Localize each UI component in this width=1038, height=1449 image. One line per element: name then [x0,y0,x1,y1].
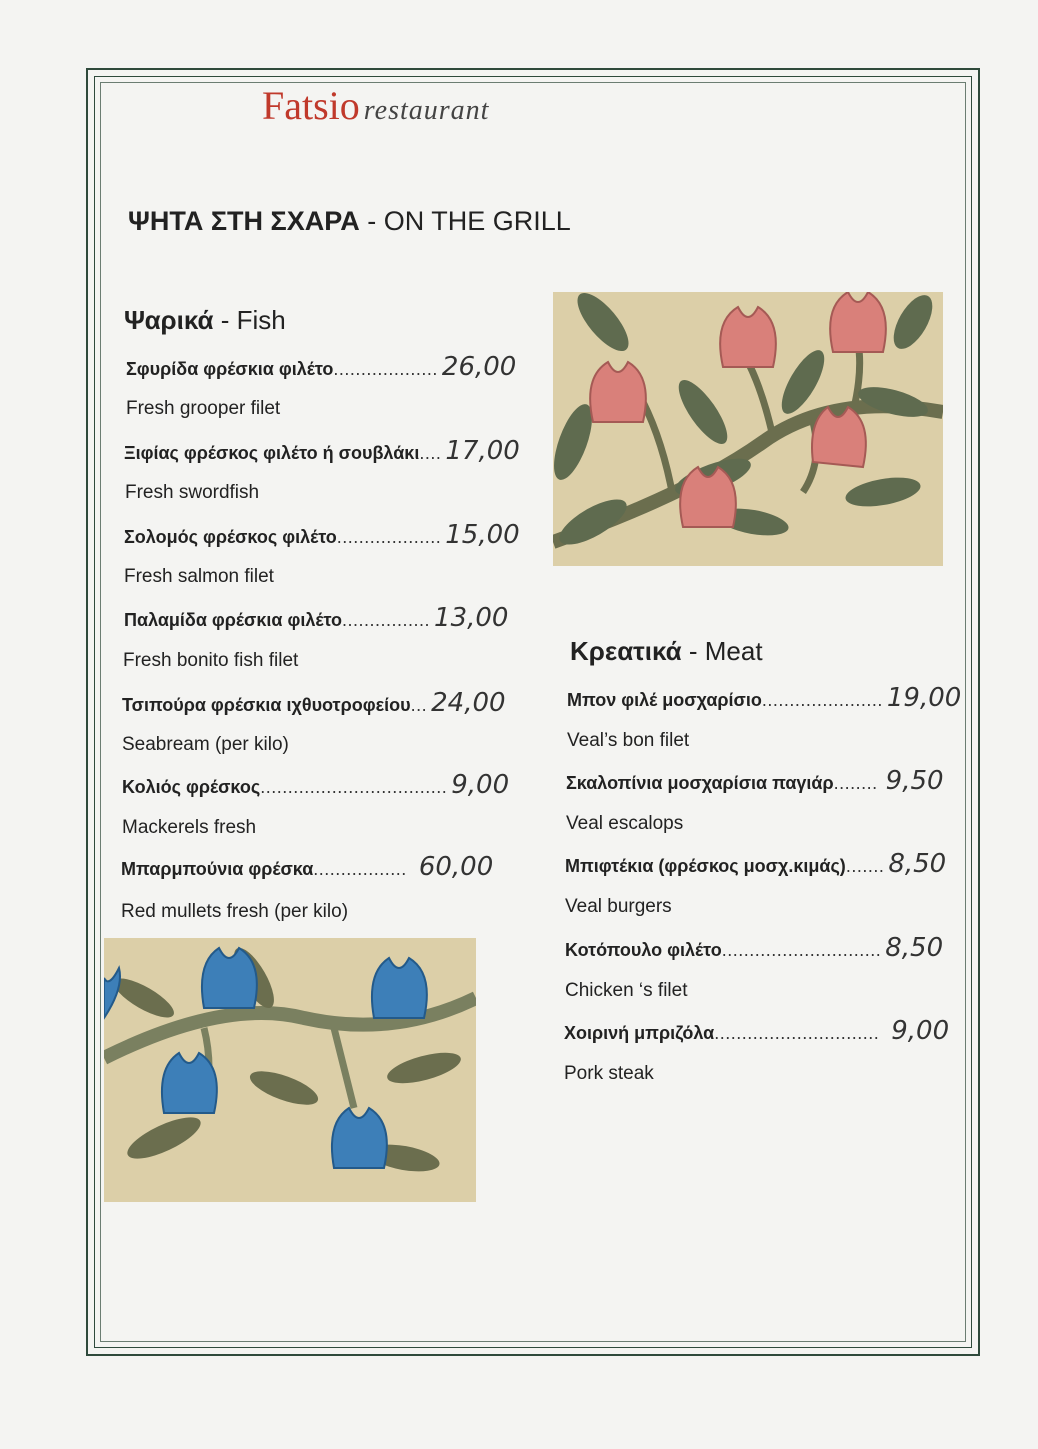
item-name: Σφυρίδα φρέσκια φιλέτο [126,359,334,379]
item-name: Ξιφίας φρέσκος φιλέτο ή σουβλάκι [124,443,420,463]
fish-title-separator: - [213,305,237,335]
item-price: 19,00 [886,683,962,713]
menu-item-fish-1 [126,352,516,382]
item-price: 9,00 [891,1016,950,1046]
item-price: 26,00 [441,352,517,382]
item-description: Chicken ‘s filet [565,980,688,1001]
item-dots: ................ [342,610,431,630]
menu-item-meat-3 [565,849,946,879]
menu-item-fish-5 [122,688,506,718]
item-description: Veal escalops [566,813,684,834]
item-name: Μπον φιλέ μοσχαρίσιο [567,690,762,710]
item-description: Mackerels fresh [122,817,257,838]
blue-tulip-illustration [104,938,476,1202]
menu-item-meat-5 [564,1016,949,1046]
item-dots: ....... [845,856,885,876]
logo-subtitle: restaurant [363,95,490,126]
item-dots: ............................. [721,940,882,960]
item-dots: ........ [833,773,878,793]
item-name: Μπιφτέκια (φρέσκος μοσχ.κιμάς) [565,856,846,876]
item-dots: ...................... [761,690,883,710]
menu-item-fish-4 [124,603,508,633]
item-price: 8,50 [885,933,944,963]
item-price: 13,00 [434,603,509,633]
item-dots: ................. [313,859,407,879]
item-description: Pork steak [564,1063,654,1084]
meat-title-separator: - [681,636,705,666]
item-description: Seabream (per kilo) [122,734,289,755]
item-description: Red mullets fresh (per kilo) [121,901,349,922]
item-dots: .................................. [260,777,448,797]
item-description: Fresh swordfish [125,482,260,503]
logo-brand: Fatsio [262,83,360,128]
meat-title-greek: Κρεατικά [570,636,682,666]
meat-section-title [570,636,763,667]
pink-tulip-illustration [553,292,943,566]
menu-item-fish-7 [121,852,493,882]
menu-item-meat-1 [567,683,961,713]
item-price: 24,00 [431,688,506,718]
meat-title-english: Meat [704,636,763,666]
fish-title-greek: Ψαρικά [124,305,214,335]
item-dots: ................... [333,359,438,379]
item-name: Σολομός φρέσκος φιλέτο [124,527,337,547]
item-name: Κολιός φρέσκος [122,777,261,797]
item-name: Σκαλοπίνια μοσχαρίσια παγιάρ [566,773,834,793]
item-name: Κοτόπουλο φιλέτο [565,940,722,960]
page-title-english: ON THE GRILL [383,206,571,236]
item-name: Παλαμίδα φρέσκια φιλέτο [124,610,343,630]
menu-item-fish-3 [124,520,520,550]
item-description: Fresh grooper filet [126,398,281,419]
item-price: 8,50 [888,849,947,879]
item-name: Χοιρινή μπριζόλα [564,1023,715,1043]
item-dots: ... [410,695,428,715]
item-dots: .............................. [714,1023,880,1043]
item-name: Τσιπούρα φρέσκια ιχθυοτροφείου [122,695,411,715]
page-title [128,206,571,237]
menu-item-meat-4 [565,933,943,963]
item-dots: ................... [336,527,442,547]
item-description: Fresh salmon filet [124,566,274,587]
menu-item-fish-2 [124,436,520,466]
item-price: 9,50 [885,766,944,796]
item-price: 15,00 [445,520,520,550]
item-name: Μπαρμπούνια φρέσκα [121,859,314,879]
item-price: 17,00 [445,436,520,466]
menu-item-meat-2 [566,766,944,796]
menu-item-fish-6 [122,770,509,800]
item-description: Veal’s bon filet [567,730,690,751]
item-description: Veal burgers [565,896,672,917]
fish-title-english: Fish [236,305,286,335]
page-title-greek: ΨΗΤΑ ΣΤΗ ΣΧΑΡΑ [128,206,360,236]
item-dots: .... [419,443,442,463]
page-title-separator: - [359,206,384,236]
item-description: Fresh bonito fish filet [123,650,299,671]
item-price: 60,00 [418,852,494,882]
item-price: 9,00 [451,770,510,800]
restaurant-logo [262,82,489,129]
fish-section-title [124,305,286,336]
